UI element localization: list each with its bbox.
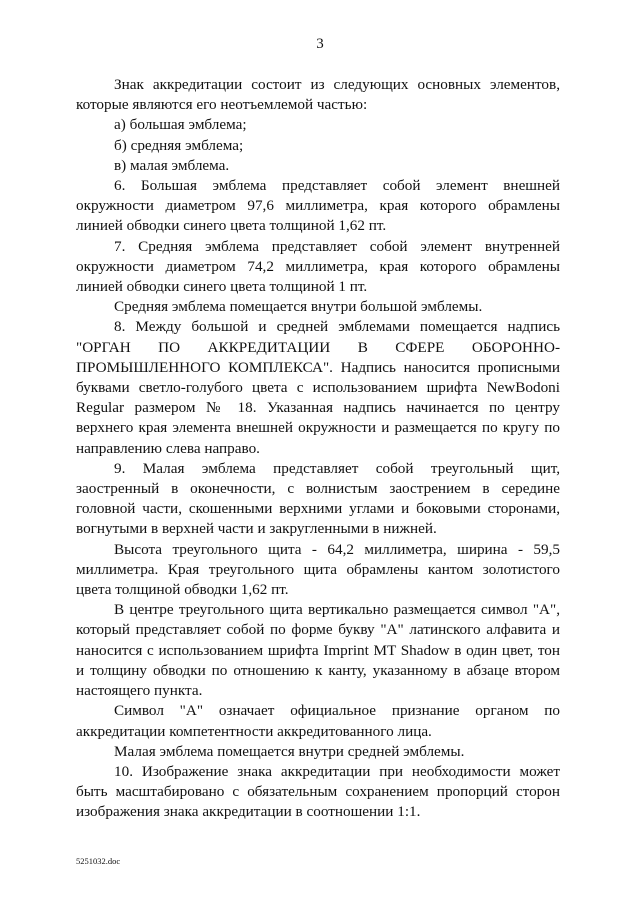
paragraph-item-8: 8. Между большой и средней эмблемами помещается надпись "ОРГАН ПО АККРЕДИТАЦИИ В СФЕРЕ ОБОРОННО-ПРОМЫШЛЕННОГО КОМПЛЕКСА". Надпись наносится прописными буквами светло-голубого цвета с использованием шрифта NewBodoni Regular размером № 18. Указанная надпись начинается по центру верхнего края элемента внешней окружности и размещается по кругу по направлению слева направо. (76, 318, 560, 457)
paragraph-small-inside-medium: Малая эмблема помещается внутри средней эмблемы. (114, 742, 465, 760)
footer-filename: 5251032.doc (76, 856, 121, 866)
document-body (76, 75, 560, 823)
paragraph-symbol-a-placement: В центре треугольного щита вертикально размещается символ "А", который представляет собой по форме букву "А" латинского алфавита и наносится с использованием шрифта Imprint MT Shadow в один цвет, тон и толщину обводки по отношению к канту, указанному в абзаце втором настоящего пункта. (76, 601, 560, 700)
paragraph-shield-dimensions: Высота треугольного щита - 64,2 миллиметра, ширина - 59,5 миллиметра. Края треугольного щита обрамлены кантом золотистого цвета толщиной обводки 1,62 пт. (76, 540, 560, 599)
list-item-large-emblem: а) большая эмблема; (114, 116, 247, 134)
paragraph-item-9: 9. Малая эмблема представляет собой треугольный щит, заостренный в оконечности, с волнистым заострением в середине головной части, скошенными верхними углами и боковыми сторонами, вогнутыми в верхней части и закругленными в нижней. (76, 459, 560, 538)
paragraph-medium-inside-large: Средняя эмблема помещается внутри большой эмблемы. (114, 298, 483, 316)
list-item-small-emblem: в) малая эмблема. (114, 156, 230, 174)
paragraph-accreditation-elements: Знак аккредитации состоит из следующих основных элементов, которые являются его неотъемлемой частью: (76, 76, 560, 114)
list-item-medium-emblem: б) средняя эмблема; (114, 136, 244, 154)
paragraph-item-7: 7. Средняя эмблема представляет собой элемент внутренней окружности диаметром 74,2 миллиметра, края которого обрамлены линией обводки синего цвета толщиной 1 пт. (76, 237, 560, 296)
paragraph-item-10: 10. Изображение знака аккредитации при необходимости может быть масштабировано с обязательным сохранением пропорций сторон изображения знака аккредитации в соотношении 1:1. (76, 762, 560, 821)
paragraph-item-6: 6. Большая эмблема представляет собой элемент внешней окружности диаметром 97,6 миллиметра, края которого обрамлены линией обводки синего цвета толщиной 1,62 пт. (76, 177, 560, 235)
page-number: 3 (316, 36, 324, 52)
paragraph-symbol-a-meaning: Символ "А" означает официальное признание органом по аккредитации компетентности аккредитованного лица. (76, 702, 560, 740)
